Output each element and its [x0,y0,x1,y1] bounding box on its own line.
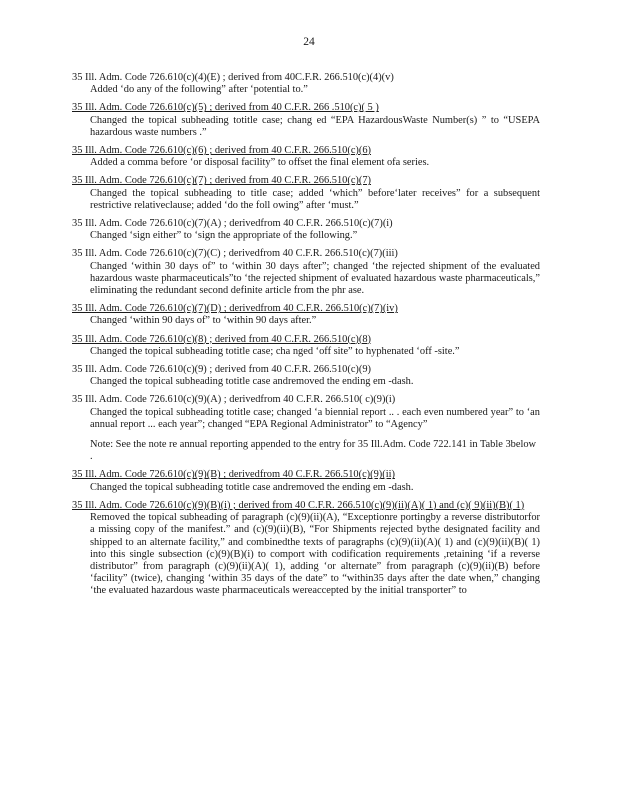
entry-citation: 35 Ill. Adm. Code 726.610(c)(8) ; derived from 40 C.F.R. 266.510(c)(8) [72,333,372,345]
table-entry [72,145,540,169]
table-entry [72,394,540,463]
table-entry [72,175,540,212]
table-entry [72,72,540,96]
entry-citation: 35 Ill. Adm. Code 726.610(c)(6) ; derived from 40 C.F.R. 266.510(c)(6) [72,145,372,157]
entry-description: Changed the topical subheading to title case; added ‘which” before‘later receives” for a subsequent restrictive relativeclause; added ‘do the foll owing” after ‘must.” [90,187,540,211]
table-entry [72,334,540,358]
table-entry [72,500,540,598]
table-entry [72,469,540,493]
entry-description: Changed the topical subheading totitle case; changed ‘a biennial report .. . each even numbered year” to ‘an annual report ... each year”; changed “EPA Regional Administrator” to “Agency” [90,406,540,430]
entry-citation: 35 Ill. Adm. Code 726.610(c)(4)(E) ; derived from 40C.F.R. 266.510(c)(4)(v) [72,72,394,83]
table-entry [72,218,540,242]
table-entry [72,364,540,388]
entry-citation: 35 Ill. Adm. Code 726.610(c)(9)(A) ; derivedfrom 40 C.F.R. 266.510( c)(9)(i) [72,394,396,406]
entry-citation: 35 Ill. Adm. Code 726.610(c)(5) ; derived from 40 C.F.R. 266 .510(c)( 5 ) [72,102,379,114]
entry-description: Removed the topical subheading of paragraph (c)(9)(ii)(A), “Exceptionre portingby a reverse distributorfor a missing copy of the manifest.” and (c)(9)(ii)(B), “For Shipments rejected bythe designated facility and shipped to an alternate facility,” and combinedthe texts of paragraphs (c)(9)(ii)(A)( 1) and (c)(9)(ii)(B)( 1) into this single subsection (c)(9)(B)(i) to comport with codification requirements ,retaining ‘if a reverse distributor” from paragraph (c)(9)(ii)(A)( 1), adding ‘or alternate” from paragraph (c)(9)(ii)(B) before ‘facility” (twice), changing ‘within 35 days of the date” to “within35 days after the date when,” changing ‘the evaluated hazardous waste pharmaceuticals wereaccepted by the initial transporter” to [90,512,540,597]
entry-description: Changed ‘within 90 days of” to ‘within 90 days after.” [90,315,317,327]
entry-citation: 35 Ill. Adm. Code 726.610(c)(9) ; derived from 40 C.F.R. 266.510(c)(9) [72,364,372,376]
entry-description: Added a comma before ‘or disposal facility” to offset the final element ofa series. [90,157,430,169]
table-entry [72,248,540,297]
entry-description: Changed the topical subheading totitle case; cha nged ‘off site” to hyphenated ‘off -site.” [90,345,460,357]
entry-citation: 35 Ill. Adm. Code 726.610(c)(9)(B)(i) ; derived from 40 C.F.R. 266.510(c)(9)(ii)(A)( 1) and (c)( 9)(ii)(B)( 1) [72,499,525,511]
entry-citation: 35 Ill. Adm. Code 726.610(c)(7)(A) ; derivedfrom 40 C.F.R. 266.510(c)(7)(i) [72,218,393,230]
entry-citation: 35 Ill. Adm. Code 726.610(c)(7) ; derived from 40 C.F.R. 266.510(c)(7) [72,175,372,187]
entry-description: Changed the topical subheading totitle case; chang ed “EPA HazardousWaste Number(s) ” to “USEPA hazardous waste numbers .” [90,114,540,138]
entry-description: Changed the topical subheading totitle case andremoved the ending em -dash. [90,481,414,493]
table-entries [72,72,540,604]
table-entry [72,303,540,327]
entry-description: Changed ‘sign either” to ‘sign the appropriate of the following.” [90,230,358,242]
entry-description: Changed ‘within 30 days of” to ‘within 30 days after”; changed ‘the rejected shipment of the evaluated hazardous waste pharmaceuticals”to ‘the rejected shipment of evaluated hazardous waste pharmaceuticals,” eliminating the redundant second definite article from the phr ase. [90,260,540,297]
entry-description: Added ‘do any of the following” after ‘potential to.” [90,84,308,96]
page-number: 24 [303,36,315,48]
entry-citation: 35 Ill. Adm. Code 726.610(c)(7)(D) ; derivedfrom 40 C.F.R. 266.510(c)(7)(iv) [72,303,398,315]
entry-citation: 35 Ill. Adm. Code 726.610(c)(7)(C) ; derivedfrom 40 C.F.R. 266.510(c)(7)(iii) [72,248,398,260]
entry-citation: 35 Ill. Adm. Code 726.610(c)(9)(B) ; derivedfrom 40 C.F.R. 266.510(c)(9)(ii) [72,469,395,481]
entry-description: Changed the topical subheading totitle case andremoved the ending em -dash. [90,376,414,388]
entry-note: Note: See the note re annual reporting appended to the entry for 35 Ill.Adm. Code 722.141 in Table 3below . [90,439,537,463]
table-entry [72,102,540,139]
